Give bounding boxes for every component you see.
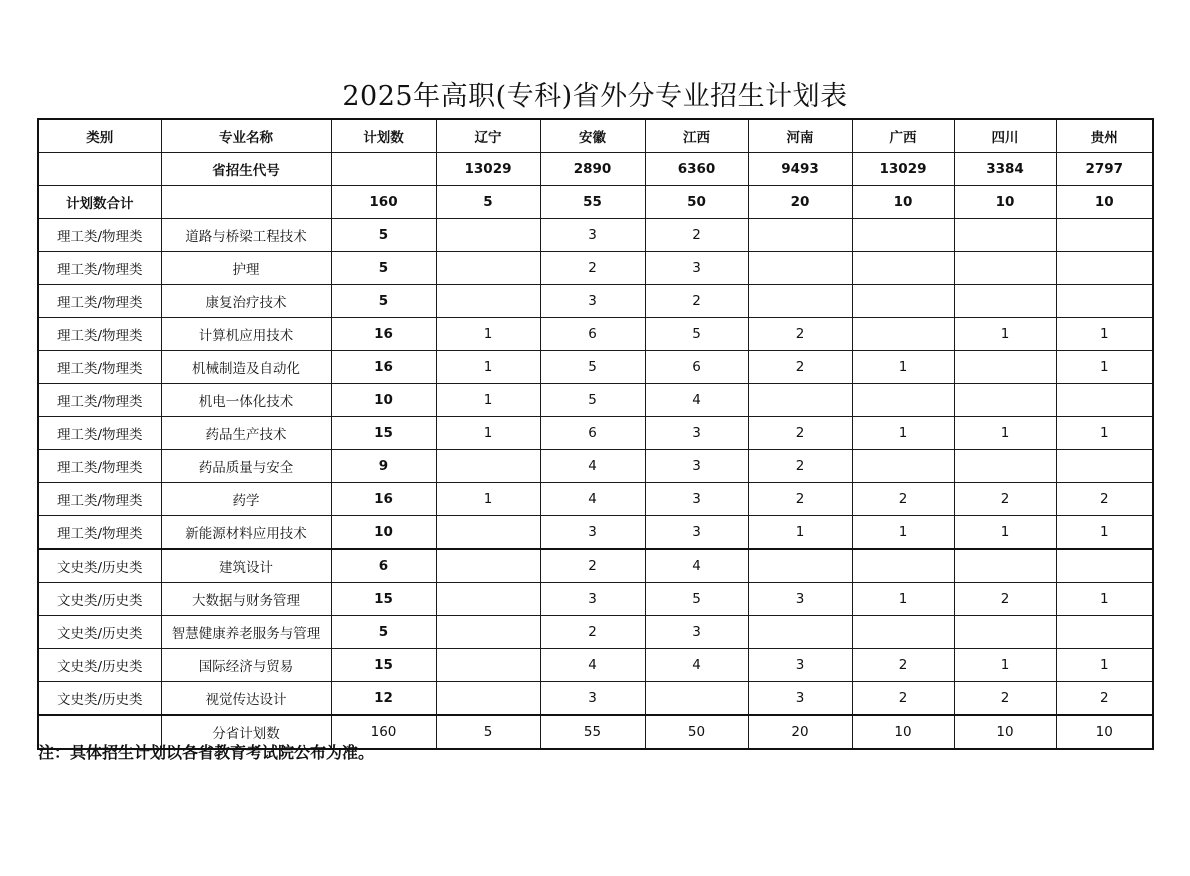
province-quota-cell: 1 — [436, 483, 540, 516]
province-quota-cell: 1 — [954, 417, 1056, 450]
province-quota-cell — [852, 219, 954, 252]
province-quota-cell: 1 — [1056, 516, 1153, 550]
province-quota-cell: 2 — [540, 252, 645, 285]
province-quota-cell — [954, 252, 1056, 285]
province-total-cell: 10 — [1056, 186, 1153, 219]
province-quota-cell: 1 — [1056, 351, 1153, 384]
major-name-cell: 护理 — [161, 252, 331, 285]
province-quota-cell: 5 — [645, 318, 748, 351]
major-name-cell: 机械制造及自动化 — [161, 351, 331, 384]
province-quota-cell: 3 — [645, 417, 748, 450]
province-quota-cell — [436, 450, 540, 483]
province-total-cell: 5 — [436, 715, 540, 749]
province-quota-cell: 1 — [1056, 649, 1153, 682]
province-total-cell: 50 — [645, 715, 748, 749]
province-total-cell: 10 — [1056, 715, 1153, 749]
plan-count-cell: 16 — [331, 483, 436, 516]
table-row — [38, 417, 1153, 450]
province-quota-cell: 5 — [540, 384, 645, 417]
province-quota-cell: 1 — [1056, 583, 1153, 616]
enrollment-plan-table — [37, 118, 1154, 750]
table-row — [38, 682, 1153, 716]
major-name-cell: 视觉传达设计 — [161, 682, 331, 716]
province-code-cell: 13029 — [436, 153, 540, 186]
province-quota-cell: 2 — [645, 219, 748, 252]
province-quota-cell — [852, 384, 954, 417]
province-quota-cell — [748, 384, 852, 417]
province-code-row — [38, 153, 1153, 186]
province-quota-cell: 3 — [645, 516, 748, 550]
province-quota-cell — [954, 384, 1056, 417]
province-quota-cell — [852, 450, 954, 483]
table-row — [38, 219, 1153, 252]
province-total-cell: 20 — [748, 186, 852, 219]
province-quota-cell: 1 — [748, 516, 852, 550]
row-label: 分省计划数 — [161, 715, 331, 749]
major-name-cell: 药学 — [161, 483, 331, 516]
plan-count-cell: 10 — [331, 516, 436, 550]
province-code-cell: 9493 — [748, 153, 852, 186]
plan-count-cell: 15 — [331, 417, 436, 450]
province-quota-cell — [748, 252, 852, 285]
province-quota-cell: 3 — [748, 583, 852, 616]
province-quota-cell: 3 — [540, 682, 645, 716]
province-quota-cell: 3 — [645, 450, 748, 483]
province-quota-cell — [1056, 450, 1153, 483]
province-code-cell: 6360 — [645, 153, 748, 186]
province-quota-cell: 2 — [748, 483, 852, 516]
plan-count-cell: 16 — [331, 351, 436, 384]
plan-total-cell: 160 — [331, 186, 436, 219]
province-quota-cell: 1 — [436, 351, 540, 384]
category-cell: 理工类/物理类 — [38, 417, 161, 450]
province-quota-cell: 1 — [852, 351, 954, 384]
category-cell: 理工类/物理类 — [38, 483, 161, 516]
province-quota-cell: 1 — [852, 583, 954, 616]
province-quota-cell: 2 — [852, 483, 954, 516]
province-total-cell: 5 — [436, 186, 540, 219]
province-quota-cell — [748, 285, 852, 318]
footnote: 注：具体招生计划以各省教育考试院公布为准。 — [38, 743, 375, 762]
province-quota-cell — [436, 549, 540, 583]
province-quota-cell — [748, 219, 852, 252]
province-quota-cell: 6 — [540, 417, 645, 450]
table-row — [38, 549, 1153, 583]
plan-count-cell: 5 — [331, 285, 436, 318]
province-quota-cell: 1 — [436, 318, 540, 351]
column-header: 河南 — [748, 119, 852, 153]
province-quota-cell: 4 — [645, 549, 748, 583]
province-quota-cell: 1 — [436, 384, 540, 417]
province-quota-cell — [1056, 285, 1153, 318]
province-quota-cell: 3 — [540, 583, 645, 616]
province-quota-cell — [852, 252, 954, 285]
category-cell: 文史类/历史类 — [38, 682, 161, 716]
province-quota-cell: 4 — [540, 450, 645, 483]
table-row — [38, 483, 1153, 516]
major-name-cell: 国际经济与贸易 — [161, 649, 331, 682]
province-quota-cell: 4 — [540, 483, 645, 516]
table-row — [38, 583, 1153, 616]
province-quota-cell: 5 — [645, 583, 748, 616]
province-total-cell: 20 — [748, 715, 852, 749]
province-quota-cell — [1056, 219, 1153, 252]
province-quota-cell — [645, 682, 748, 716]
province-code-cell: 2890 — [540, 153, 645, 186]
province-quota-cell — [852, 549, 954, 583]
table-row — [38, 649, 1153, 682]
table-row — [38, 351, 1153, 384]
major-name-cell: 药品质量与安全 — [161, 450, 331, 483]
column-header: 计划数 — [331, 119, 436, 153]
category-cell: 理工类/物理类 — [38, 450, 161, 483]
major-name-cell: 智慧健康养老服务与管理 — [161, 616, 331, 649]
province-code-cell: 13029 — [852, 153, 954, 186]
province-total-cell: 10 — [954, 186, 1056, 219]
province-quota-cell: 2 — [540, 616, 645, 649]
major-name-cell: 建筑设计 — [161, 549, 331, 583]
province-quota-cell: 4 — [645, 384, 748, 417]
province-quota-cell: 5 — [540, 351, 645, 384]
province-quota-cell: 2 — [748, 318, 852, 351]
province-quota-cell: 1 — [852, 417, 954, 450]
province-total-cell: 50 — [645, 186, 748, 219]
category-cell: 理工类/物理类 — [38, 318, 161, 351]
category-cell: 文史类/历史类 — [38, 549, 161, 583]
province-quota-cell: 1 — [1056, 417, 1153, 450]
province-total-cell: 55 — [540, 715, 645, 749]
province-quota-cell — [436, 649, 540, 682]
column-header: 专业名称 — [161, 119, 331, 153]
province-quota-cell: 2 — [954, 682, 1056, 716]
major-name-cell: 道路与桥梁工程技术 — [161, 219, 331, 252]
plan-count-cell: 15 — [331, 649, 436, 682]
plan-count-cell: 16 — [331, 318, 436, 351]
province-total-cell: 55 — [540, 186, 645, 219]
major-name-cell: 康复治疗技术 — [161, 285, 331, 318]
province-quota-cell — [436, 616, 540, 649]
empty-cell — [161, 186, 331, 219]
province-code-cell: 3384 — [954, 153, 1056, 186]
province-quota-cell: 2 — [1056, 483, 1153, 516]
category-cell: 文史类/历史类 — [38, 616, 161, 649]
province-quota-cell: 3 — [748, 649, 852, 682]
table-row — [38, 450, 1153, 483]
major-name-cell: 大数据与财务管理 — [161, 583, 331, 616]
category-cell: 文史类/历史类 — [38, 583, 161, 616]
plan-count-cell: 9 — [331, 450, 436, 483]
province-quota-cell — [954, 219, 1056, 252]
category-cell: 理工类/物理类 — [38, 384, 161, 417]
province-quota-cell — [852, 616, 954, 649]
category-cell: 理工类/物理类 — [38, 285, 161, 318]
province-quota-cell: 6 — [540, 318, 645, 351]
plan-total-cell: 160 — [331, 715, 436, 749]
province-quota-cell: 1 — [954, 318, 1056, 351]
category-cell: 理工类/物理类 — [38, 516, 161, 550]
major-name-cell: 新能源材料应用技术 — [161, 516, 331, 550]
province-quota-cell: 2 — [540, 549, 645, 583]
province-quota-cell — [954, 285, 1056, 318]
province-quota-cell — [436, 682, 540, 716]
province-quota-cell — [852, 318, 954, 351]
province-quota-cell: 2 — [1056, 682, 1153, 716]
province-quota-cell: 1 — [436, 417, 540, 450]
province-quota-cell: 2 — [748, 417, 852, 450]
plan-count-cell: 15 — [331, 583, 436, 616]
category-cell: 理工类/物理类 — [38, 252, 161, 285]
province-quota-cell: 1 — [1056, 318, 1153, 351]
table-row — [38, 285, 1153, 318]
table-row — [38, 384, 1153, 417]
header-row — [38, 119, 1153, 153]
province-quota-cell — [436, 219, 540, 252]
empty-cell — [38, 153, 161, 186]
province-quota-cell — [1056, 616, 1153, 649]
empty-cell — [331, 153, 436, 186]
total-row — [38, 186, 1153, 219]
province-quota-cell: 1 — [852, 516, 954, 550]
province-quota-cell — [954, 450, 1056, 483]
province-quota-cell — [1056, 549, 1153, 583]
column-header: 类别 — [38, 119, 161, 153]
column-header: 江西 — [645, 119, 748, 153]
province-quota-cell: 2 — [748, 450, 852, 483]
province-quota-cell — [1056, 384, 1153, 417]
province-quota-cell — [748, 549, 852, 583]
plan-count-cell: 10 — [331, 384, 436, 417]
province-total-cell: 10 — [852, 715, 954, 749]
column-header: 辽宁 — [436, 119, 540, 153]
category-cell: 理工类/物理类 — [38, 219, 161, 252]
province-quota-cell: 2 — [852, 682, 954, 716]
province-quota-cell: 2 — [954, 483, 1056, 516]
category-cell: 文史类/历史类 — [38, 649, 161, 682]
province-quota-cell: 3 — [540, 516, 645, 550]
plan-count-cell: 6 — [331, 549, 436, 583]
province-quota-cell: 3 — [645, 252, 748, 285]
province-quota-cell — [852, 285, 954, 318]
column-header: 四川 — [954, 119, 1056, 153]
province-quota-cell: 3 — [540, 219, 645, 252]
table-row — [38, 252, 1153, 285]
column-header: 广西 — [852, 119, 954, 153]
province-quota-cell: 2 — [748, 351, 852, 384]
province-quota-cell — [436, 285, 540, 318]
province-quota-cell: 1 — [954, 649, 1056, 682]
province-quota-cell: 2 — [852, 649, 954, 682]
major-name-cell: 药品生产技术 — [161, 417, 331, 450]
province-quota-cell — [748, 616, 852, 649]
column-header: 安徽 — [540, 119, 645, 153]
province-quota-cell — [436, 583, 540, 616]
province-code-cell: 2797 — [1056, 153, 1153, 186]
table-row — [38, 616, 1153, 649]
province-quota-cell: 4 — [540, 649, 645, 682]
province-quota-cell: 3 — [540, 285, 645, 318]
province-quota-cell — [436, 252, 540, 285]
province-total-cell: 10 — [954, 715, 1056, 749]
table-row — [38, 516, 1153, 550]
row-label: 计划数合计 — [38, 186, 161, 219]
province-quota-cell — [954, 549, 1056, 583]
province-quota-cell: 4 — [645, 649, 748, 682]
category-cell: 理工类/物理类 — [38, 351, 161, 384]
page-title: 2025年高职(专科)省外分专业招生计划表 — [342, 81, 848, 112]
province-quota-cell: 6 — [645, 351, 748, 384]
plan-count-cell: 5 — [331, 616, 436, 649]
plan-count-cell: 5 — [331, 219, 436, 252]
province-quota-cell — [954, 616, 1056, 649]
province-quota-cell: 3 — [645, 483, 748, 516]
major-name-cell: 机电一体化技术 — [161, 384, 331, 417]
province-quota-cell: 2 — [645, 285, 748, 318]
table-row — [38, 318, 1153, 351]
column-header: 贵州 — [1056, 119, 1153, 153]
major-name-cell: 计算机应用技术 — [161, 318, 331, 351]
province-quota-cell: 1 — [954, 516, 1056, 550]
province-quota-cell: 2 — [954, 583, 1056, 616]
province-quota-cell — [1056, 252, 1153, 285]
plan-count-cell: 12 — [331, 682, 436, 716]
province-quota-cell: 3 — [645, 616, 748, 649]
row-label: 省招生代号 — [161, 153, 331, 186]
province-quota-cell: 3 — [748, 682, 852, 716]
province-quota-cell — [436, 516, 540, 550]
province-quota-cell — [954, 351, 1056, 384]
plan-count-cell: 5 — [331, 252, 436, 285]
province-total-cell: 10 — [852, 186, 954, 219]
